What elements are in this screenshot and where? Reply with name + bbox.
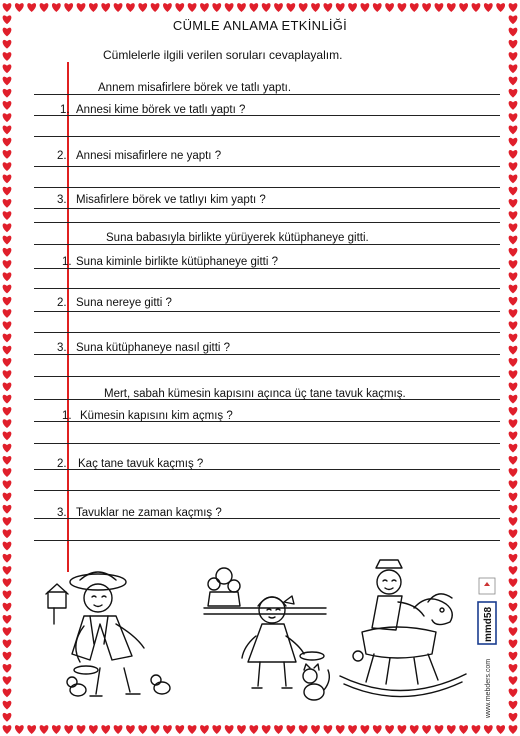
question-text: Annesi misafirlere ne yaptı ? [76,150,222,162]
heart-icon [138,725,147,734]
heart-icon [509,640,518,649]
heart-icon [509,223,518,232]
heart-icon [509,321,518,330]
heart-icon [3,358,12,367]
heart-icon [509,591,518,600]
heart-icon [3,566,12,575]
heart-icon [188,3,197,12]
heart-icon [3,713,12,722]
heart-icon [237,3,246,12]
heart-icon [3,431,12,440]
question-text: Tavuklar ne zaman kaçmış ? [76,507,222,519]
heart-icon [3,591,12,600]
heart-icon [509,64,518,73]
heart-icon [385,3,394,12]
heart-icon [40,725,49,734]
question-text: Suna kütüphaneye nasıl gitti ? [76,342,231,354]
heart-icon [3,468,12,477]
question-text: Kümesin kapısını kim açmış ? [80,410,233,422]
heart-icon [3,297,12,306]
question-number: 1. [60,104,70,116]
heart-icon [472,725,481,734]
question-text: Suna nereye gitti ? [76,297,172,309]
heart-icon [3,89,12,98]
heart-icon [3,529,12,538]
heart-icon [299,725,308,734]
question-number: 3. [57,194,67,206]
heart-icon [509,468,518,477]
heart-icon [3,285,12,294]
question-text: Misafirlere börek ve tatlıyı kim yaptı ? [76,194,266,206]
heart-icon [509,713,518,722]
heart-icon [262,725,271,734]
passage-3: Mert, sabah kümesin kapısını açınca üç tane tavuk kaçmış. [104,388,406,400]
heart-icon [509,297,518,306]
heart-icon [3,211,12,220]
heart-icon [509,615,518,624]
heart-icon [509,554,518,563]
heart-icon [509,174,518,183]
heart-icon [299,3,308,12]
heart-icon [3,383,12,392]
heart-icon [138,3,147,12]
heart-icon [509,358,518,367]
heart-icon [286,725,295,734]
heart-icon [348,725,357,734]
heart-icon [3,236,12,245]
heart-icon [77,3,86,12]
heart-icon [373,3,382,12]
heart-icon [77,725,86,734]
ruled-line [34,222,500,223]
heart-icon [3,64,12,73]
heart-icon [225,725,234,734]
ruled-line [34,268,500,269]
heart-icon [509,126,518,135]
heart-icon [3,223,12,232]
heart-icon [3,199,12,208]
heart-icon [175,3,184,12]
publisher-side-stamp [476,572,498,720]
heart-icon [509,101,518,110]
heart-icon [509,676,518,685]
heart-icon [509,346,518,355]
ruled-line [34,244,500,245]
ruled-line [34,354,500,355]
heart-icon [200,3,209,12]
heart-icon [509,52,518,61]
heart-icon [311,725,320,734]
heart-icon [509,431,518,440]
heart-icon [410,3,419,12]
ruled-line [34,187,500,188]
heart-icon [509,162,518,171]
heart-icon [3,725,12,734]
heart-icon [3,578,12,587]
heart-icon [410,725,419,734]
heart-icon [509,187,518,196]
heart-icon [3,419,12,428]
heart-icon [509,334,518,343]
heart-icon [509,652,518,661]
heart-icon [101,725,110,734]
heart-icon [509,150,518,159]
question-number: 3. [57,342,67,354]
heart-icon [3,15,12,24]
heart-icon [509,40,518,49]
heart-icon [3,615,12,624]
heart-icon [3,542,12,551]
heart-icon [3,272,12,281]
heart-icon [509,272,518,281]
heart-icon [509,493,518,502]
heart-icon [89,725,98,734]
heart-icon [509,419,518,428]
heart-icon [509,603,518,612]
ruled-line [34,332,500,333]
heart-icon [101,3,110,12]
heart-icon [27,725,36,734]
heart-icon [509,28,518,37]
heart-icon [3,321,12,330]
heart-icon [3,40,12,49]
heart-icon [509,113,518,122]
instruction-text: Cümlelerle ilgili verilen soruları cevaplayalım. [103,48,343,62]
ruled-line [34,376,500,377]
question-text: Kaç tane tavuk kaçmış ? [78,458,204,470]
heart-icon [126,3,135,12]
heart-icon [509,285,518,294]
heart-icon [163,3,172,12]
heart-icon [237,725,246,734]
heart-icon [212,3,221,12]
ruled-line [34,311,500,312]
passage-2: Suna babasıyla birlikte yürüyerek kütüphaneye gitti. [106,232,369,244]
heart-icon [373,725,382,734]
heart-icon [3,505,12,514]
heart-icon [274,3,283,12]
question-number: 2. [57,458,67,470]
heart-icon [509,3,518,12]
heart-icon [15,725,24,734]
heart-icon [3,407,12,416]
heart-icon [484,3,493,12]
heart-icon [509,480,518,489]
heart-icon [509,505,518,514]
heart-icon [509,407,518,416]
heart-icon [3,113,12,122]
heart-icon [3,174,12,183]
heart-icon [3,627,12,636]
ruled-line [34,166,500,167]
heart-icon [274,725,283,734]
heart-icon [3,652,12,661]
question-number: 3. [57,507,67,519]
heart-icon [249,3,258,12]
heart-icon [509,248,518,257]
heart-icon [509,309,518,318]
heart-icon [3,517,12,526]
site-text: www.mebders.com [485,658,492,718]
heart-icon [15,3,24,12]
heart-icon [398,725,407,734]
boy-on-rocking-horse-illustration [336,558,470,708]
heart-icon [323,3,332,12]
heart-icon [3,346,12,355]
heart-icon [509,260,518,269]
heart-icon [447,725,456,734]
heart-icon [3,370,12,379]
heart-icon [3,309,12,318]
heart-icon [3,395,12,404]
heart-icon [509,395,518,404]
heart-icon [52,3,61,12]
question-number: 2. [57,297,67,309]
ruled-line [34,443,500,444]
heart-icon [3,493,12,502]
heart-icon [509,542,518,551]
heart-icon [40,3,49,12]
heart-icon [398,3,407,12]
heart-icon [3,554,12,563]
heart-icon [175,725,184,734]
heart-icon [3,3,12,12]
heart-icon [509,236,518,245]
heart-icon [3,701,12,710]
heart-icon [3,480,12,489]
heart-icon [126,725,135,734]
heart-icon [3,334,12,343]
heart-icon [509,578,518,587]
heart-icon [509,529,518,538]
heart-icon [459,3,468,12]
heart-icon [151,3,160,12]
heart-icon [496,3,505,12]
badge-text: mmd58 [483,606,494,642]
question-text: Annesi kime börek ve tatlı yaptı ? [76,104,246,116]
heart-icon [422,3,431,12]
worksheet [18,16,502,720]
heart-icon [225,3,234,12]
heart-icon [27,3,36,12]
heart-icon [3,150,12,159]
question-number: 1. [62,410,72,422]
heart-icon [3,664,12,673]
question-text: Suna kiminle birlikte kütüphaneye gitti ? [76,256,279,268]
question-number: 2. [57,150,67,162]
heart-icon [509,627,518,636]
ruled-line [34,540,500,541]
heart-icon [114,725,123,734]
heart-icon [509,77,518,86]
heart-icon [3,640,12,649]
heart-icon [3,126,12,135]
heart-icon [323,725,332,734]
heart-icon [509,444,518,453]
heart-icon [3,77,12,86]
heart-icon [509,701,518,710]
heart-icon [286,3,295,12]
heart-icon [262,3,271,12]
heart-icon [509,211,518,220]
heart-icon [509,688,518,697]
heart-icon [3,456,12,465]
heart-icon [114,3,123,12]
heart-icon [509,725,518,734]
ruled-line [34,490,500,491]
heart-icon [484,725,493,734]
heart-icon [509,517,518,526]
heart-icon [3,138,12,147]
passage-1: Annem misafirlere börek ve tatlı yaptı. [98,82,292,94]
heart-icon [311,3,320,12]
heart-icon [64,725,73,734]
heart-icon [509,456,518,465]
heart-icon [3,444,12,453]
question-number: 1. [62,256,72,268]
red-margin-line [67,62,69,572]
heart-icon [509,566,518,575]
ruled-line [34,94,500,95]
ruled-line [34,136,500,137]
heart-icon [3,52,12,61]
heart-icon [3,248,12,257]
heart-icon [509,370,518,379]
heart-icon [447,3,456,12]
heart-icon [459,725,468,734]
heart-icon [422,725,431,734]
heart-icon [3,162,12,171]
heart-icon [348,3,357,12]
heart-icon [509,15,518,24]
heart-icon [509,199,518,208]
heart-icon [435,3,444,12]
heart-icon [212,725,221,734]
heart-icon [3,28,12,37]
heart-icon [200,725,209,734]
heart-icon [52,725,61,734]
heart-icon [336,3,345,12]
heart-icon [435,725,444,734]
heart-icon [509,138,518,147]
page-title: CÜMLE ANLAMA ETKİNLİĞİ [172,18,348,33]
heart-icon [385,725,394,734]
girl-with-cat-illustration [196,562,336,710]
heart-icon [3,676,12,685]
heart-icon [188,725,197,734]
heart-icon [509,383,518,392]
heart-icon [249,725,258,734]
heart-icon [336,725,345,734]
heart-icon [89,3,98,12]
boy-feeding-chicks-illustration [40,564,180,704]
heart-icon [163,725,172,734]
heart-icon [151,725,160,734]
heart-icon [361,725,370,734]
heart-icon [509,89,518,98]
heart-icon [496,725,505,734]
heart-icon [361,3,370,12]
heart-icon [3,603,12,612]
heart-icon [64,3,73,12]
heart-icon [3,688,12,697]
ruled-line [34,208,500,209]
heart-icon [3,101,12,110]
heart-icon [3,260,12,269]
ruled-line [34,288,500,289]
heart-icon [3,187,12,196]
heart-icon [472,3,481,12]
heart-icon [509,664,518,673]
